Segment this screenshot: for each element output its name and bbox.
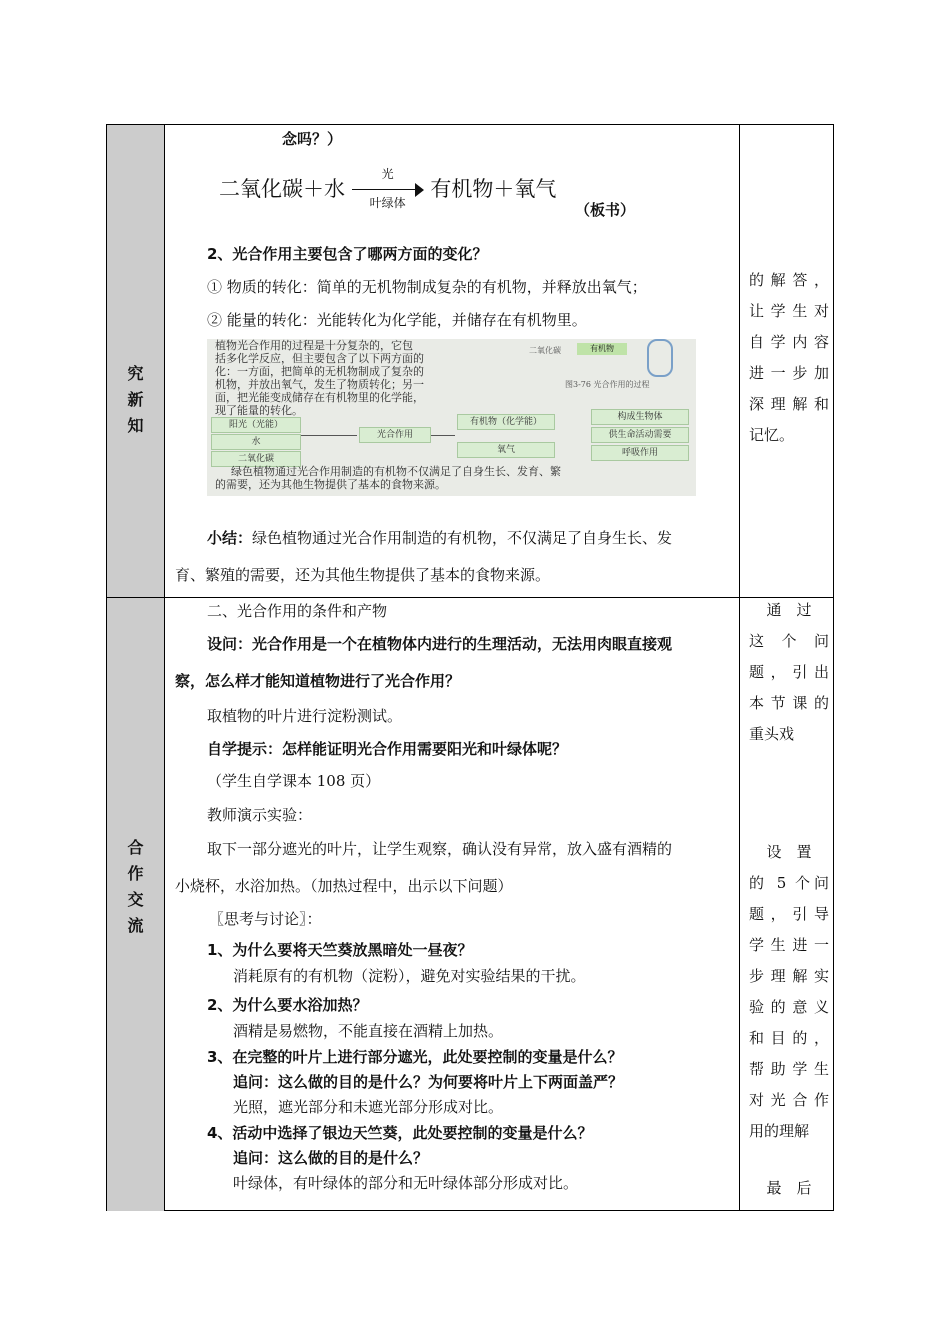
answer-starch-test: 取植物的叶片进行淀粉测试。 — [207, 707, 403, 725]
lesson-table — [106, 124, 834, 1211]
section-heading: 二、光合作用的条件和产物 — [207, 602, 388, 620]
discussion-question-1: 1、为什么要将天竺葵放黑暗处一昼夜？ — [207, 941, 473, 959]
discussion-question-2: 2、为什么要水浴加热？ — [207, 996, 368, 1014]
demo-text-2: 小烧杯，水浴加热。（加热过程中，出示以下问题） — [175, 877, 513, 895]
reaction-arrow — [352, 167, 424, 210]
demo-text-1: 取下一部分遮光的叶片，让学生观察，确认没有异常，放入盛有酒精的 — [207, 840, 673, 858]
page-reference: （学生自学课本 108 页） — [207, 772, 381, 790]
row-label-explore: 究 新 知 — [127, 364, 144, 435]
discussion-answer-4: 叶绿体，有叶绿体的部分和无叶绿体部分形成对比。 — [233, 1174, 579, 1192]
plant-figure — [647, 339, 673, 377]
question-ask-1: 设问：光合作用是一个在植物体内进行的生理活动，无法用肉眼直接观 — [207, 635, 673, 653]
discussion-followup-3: 追问：这么做的目的是什么？为何要将叶片上下两面盖严？ — [233, 1073, 624, 1091]
discussion-heading: 〖思考与讨论〗： — [209, 910, 322, 928]
change-item-2: ② 能量的转化：光能转化为化学能，并储存在有机物里。 — [207, 311, 587, 329]
teaching-note-1: 的解答， 让学生对 自学内容 进一步加 深理解和 记忆。 — [749, 271, 829, 444]
summary-line-2: 育、繁殖的需要，还为其他生物提供了基本的食物来源。 — [175, 566, 551, 584]
equation-products: 有机物＋氧气 — [430, 177, 557, 201]
photosynthesis-equation — [219, 167, 557, 210]
discussion-question-3: 3、在完整的叶片上进行部分遮光，此处要控制的变量是什么？ — [207, 1048, 623, 1066]
column-divider — [164, 125, 165, 1210]
continued-text: 念吗？） — [282, 130, 343, 148]
discussion-answer-3: 光照，遮光部分和未遮光部分形成对比。 — [233, 1098, 504, 1116]
discussion-followup-4: 追问：这么做的目的是什么？ — [233, 1149, 429, 1167]
condition-chlorophyll: 叶绿体 — [369, 196, 406, 210]
teaching-note-2: 通 过 这 个 问 题，引出 本节课的 重头戏 — [749, 601, 829, 743]
textbook-photo: 植物光合作用的过程是十分复杂的，它包 括多化学反应，但主要包含了以下两方面的 化：一方面，把简单的无机物制成了复杂的 机物，并放出氧气，发生了物质转化；另一 面，把光能变成储存在有机物里的化学能， 现了能量的转化。 二氧化碳 有机物 图3-76 光合作用的过程 阳光（光能） 水 二氧化碳 光合作用 有机物（化学能） 氧气 构成生物体 供生命活动需要 呼吸作用 绿色植物通过光合作用制造的有机物不仅满足了自身生长、发育、繁 的需要，还为其他生物提供了基本的食物来源。 — [207, 339, 696, 496]
discussion-question-4: 4、活动中选择了银边天竺葵，此处要控制的变量是什么？ — [207, 1124, 593, 1142]
board-note: （板书） — [575, 201, 636, 219]
row-divider — [107, 597, 833, 598]
summary-line-1: 小结：绿色植物通过光合作用制造的有机物，不仅满足了自身生长、发 — [207, 529, 673, 547]
discussion-answer-1: 消耗原有的有机物（淀粉），避免对实验结果的干扰。 — [233, 967, 586, 985]
equation-reactants: 二氧化碳＋水 — [219, 177, 345, 201]
question-ask-2: 察，怎么样才能知道植物进行了光合作用？ — [175, 672, 461, 690]
condition-light: 光 — [381, 167, 394, 181]
demo-label: 教师演示实验： — [207, 806, 313, 824]
teaching-note-4: 最 后 — [766, 1179, 812, 1197]
teaching-note-3: 设 置 的 5 个问 题，引导 学生进一 步理解实 验的意义 和目的， 帮助学生 对光合作 用的理解 — [749, 843, 829, 1140]
self-study-hint: 自学提示：怎样能证明光合作用需要阳光和叶绿体呢？ — [207, 740, 568, 758]
row-label-cooperate: 合 作 交 流 — [127, 838, 144, 935]
change-item-1: ① 物质的转化：简单的无机物制成复杂的有机物，并释放出氧气； — [207, 278, 647, 296]
question-2: 2、光合作用主要包含了哪两方面的变化？ — [207, 245, 488, 263]
discussion-answer-2: 酒精是易燃物，不能直接在酒精上加热。 — [233, 1022, 504, 1040]
column-divider — [739, 125, 740, 1210]
